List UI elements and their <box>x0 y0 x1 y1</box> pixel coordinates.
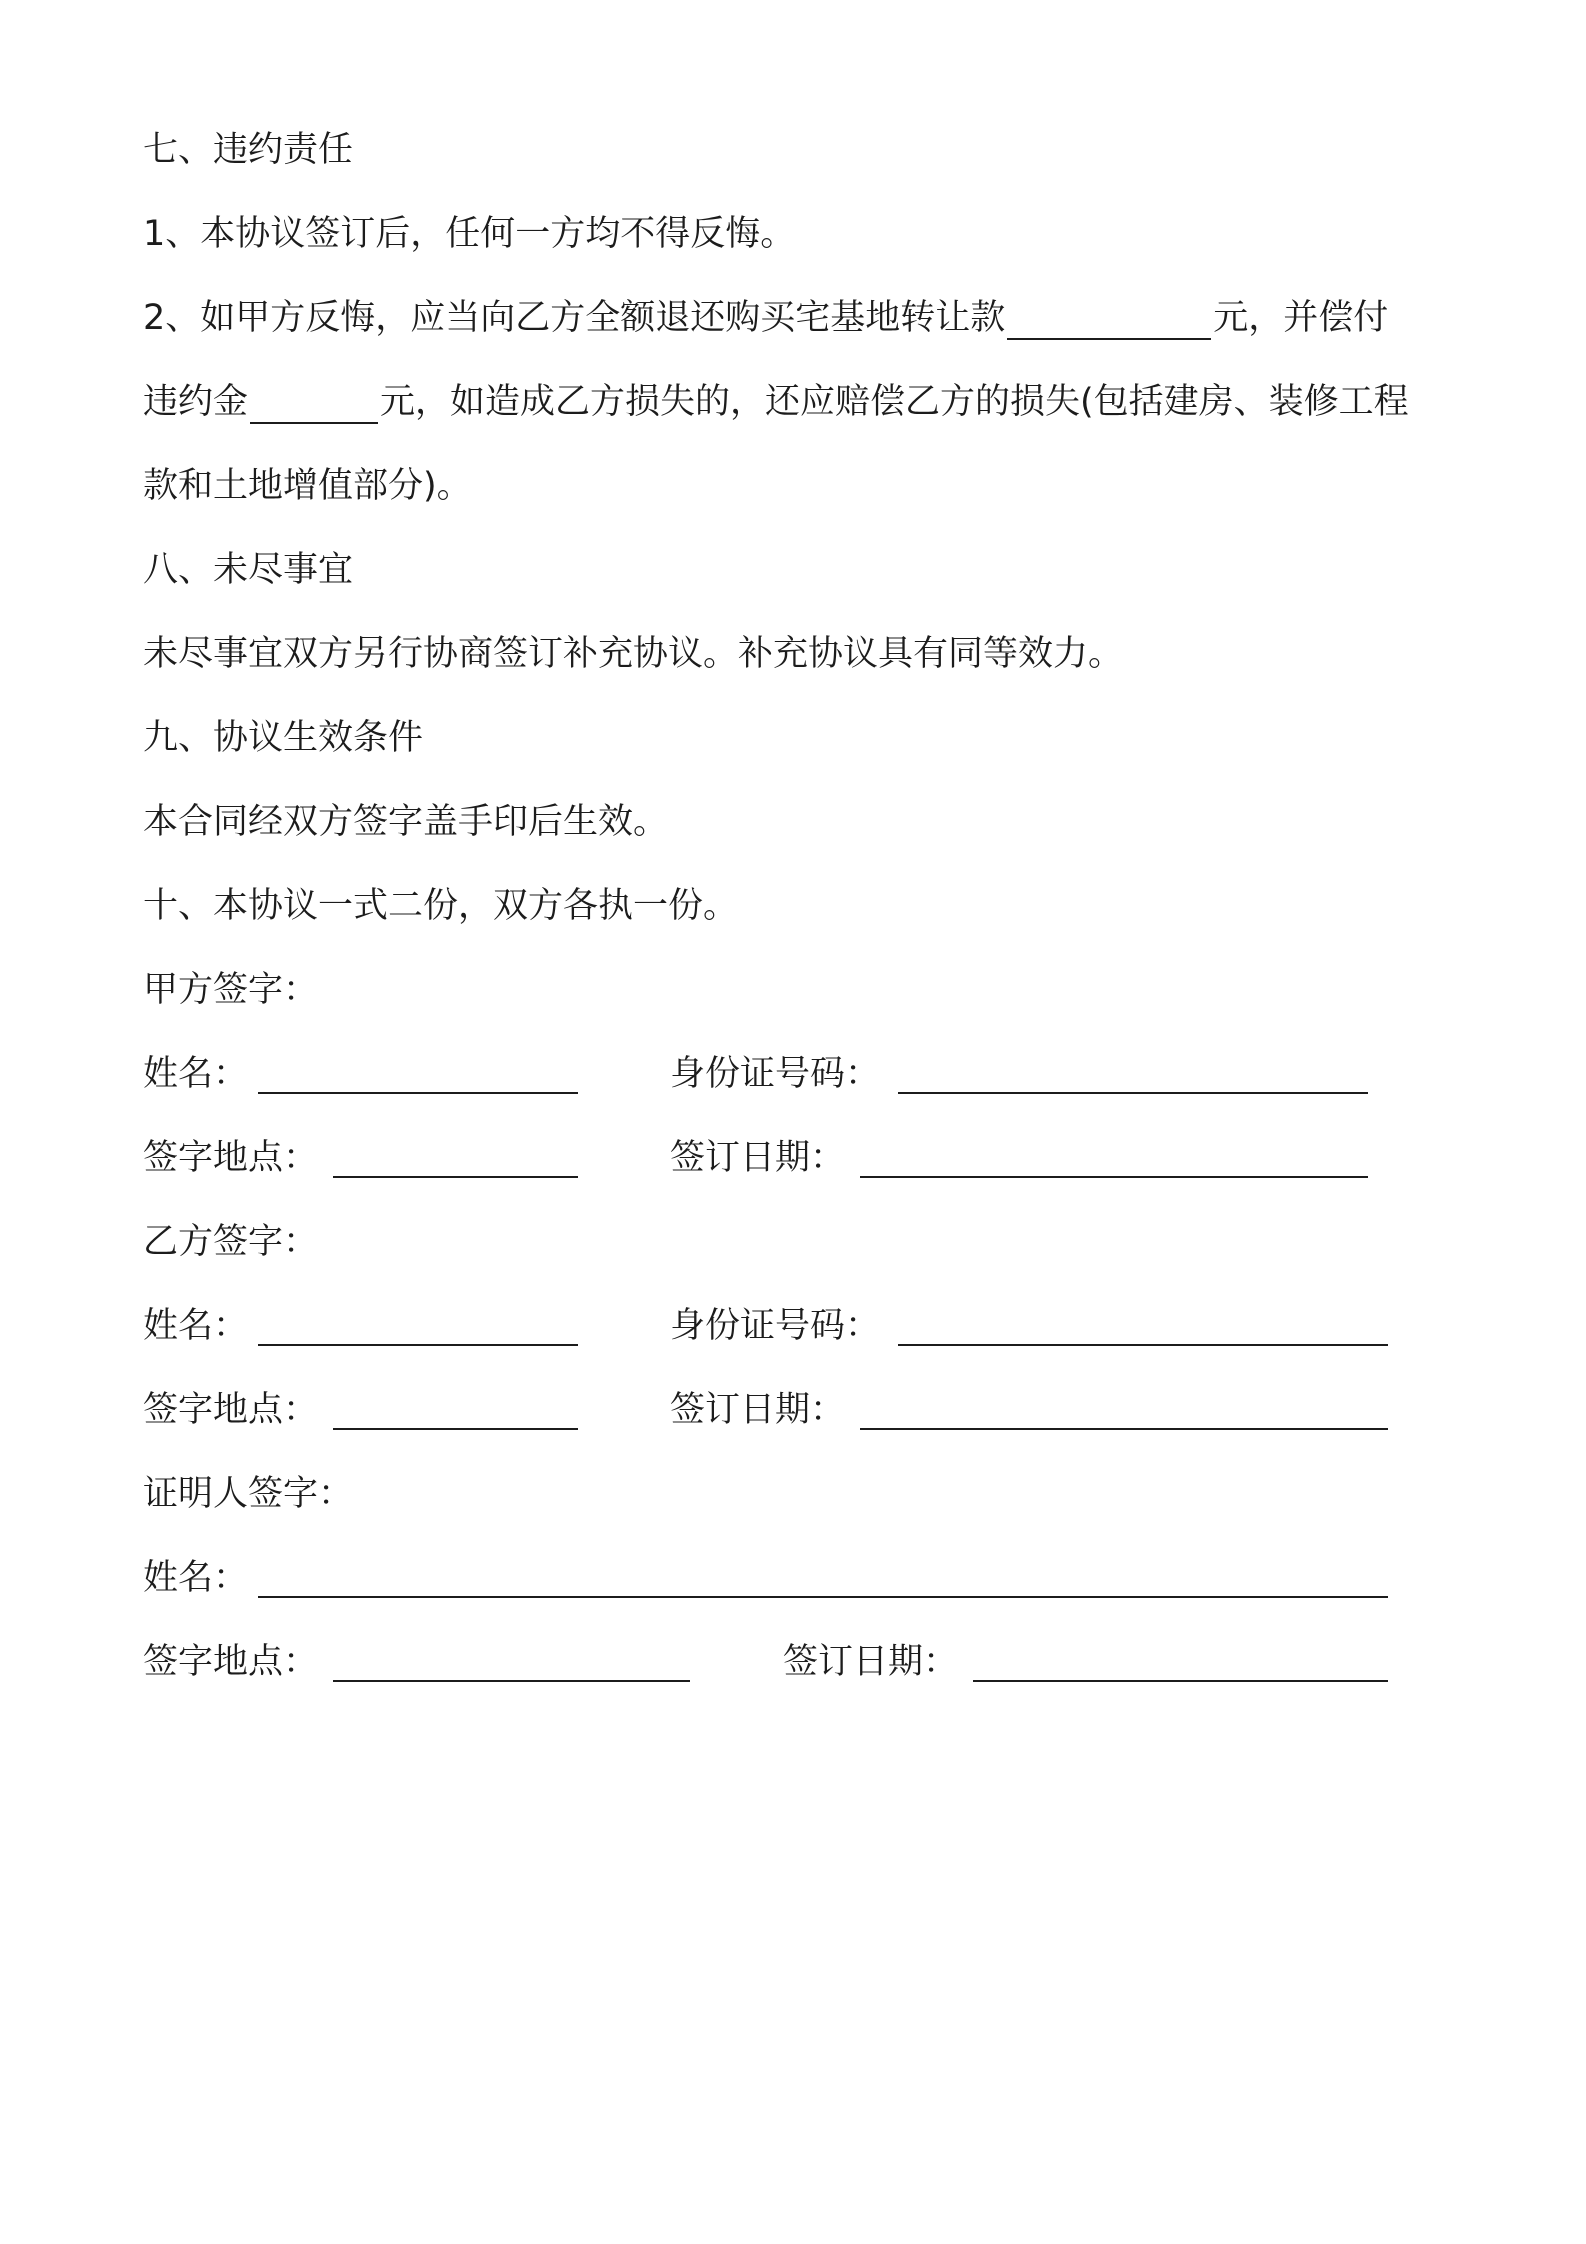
section-9-body: 本合同经双方签字盖手印后生效。 <box>143 802 669 842</box>
witness-date-label: 签订日期： <box>783 1642 959 1682</box>
witness-date-field[interactable] <box>973 1680 1388 1682</box>
party-b-heading: 乙方签字： <box>143 1222 319 1262</box>
party-a-name-label: 姓名： <box>143 1054 249 1094</box>
party-a-id-field[interactable] <box>898 1092 1368 1094</box>
witness-place-label: 签字地点： <box>143 1642 319 1682</box>
party-a-date-field[interactable] <box>860 1176 1368 1178</box>
party-b-id-field[interactable] <box>898 1344 1388 1346</box>
section-8-body: 未尽事宜双方另行协商签订补充协议。补充协议具有同等效力。 <box>143 634 1124 674</box>
section-7-item-2-line-1 <box>143 296 1388 340</box>
section-7-item-2-line-3: 款和土地增值部分)。 <box>143 466 472 506</box>
section-10-title: 十、本协议一式二份，双方各执一份。 <box>143 886 739 926</box>
party-b-name-label: 姓名： <box>143 1306 249 1346</box>
section-7-item-1: 1、本协议签订后，任何一方均不得反悔。 <box>143 214 796 254</box>
party-a-name-field[interactable] <box>258 1092 578 1094</box>
party-b-name-field[interactable] <box>258 1344 578 1346</box>
party-a-heading: 甲方签字： <box>143 970 319 1010</box>
section-7-item-2-text-b: 元，并偿付 <box>1213 298 1389 338</box>
section-7-item-2-text-c: 违约金 <box>143 382 249 422</box>
section-7-item-2-text-d: 元，如造成乙方损失的，还应赔偿乙方的损失(包括建房、装修工程 <box>380 382 1409 422</box>
witness-name-label: 姓名： <box>143 1558 249 1598</box>
party-b-name-id-row <box>143 1304 1393 1348</box>
party-a-id-label: 身份证号码： <box>670 1054 881 1094</box>
party-a-date-label: 签订日期： <box>670 1138 846 1178</box>
section-7-title: 七、违约责任 <box>143 130 354 170</box>
party-b-date-label: 签订日期： <box>670 1390 846 1430</box>
transfer-amount-blank[interactable] <box>1007 304 1211 340</box>
section-7-item-2-line-2 <box>143 380 1409 424</box>
party-b-id-label: 身份证号码： <box>670 1306 881 1346</box>
party-b-date-field[interactable] <box>860 1428 1388 1430</box>
witness-name-row <box>143 1556 1393 1600</box>
witness-place-field[interactable] <box>333 1680 690 1682</box>
party-b-place-field[interactable] <box>333 1428 578 1430</box>
witness-place-date-row <box>143 1640 1393 1684</box>
section-7-item-2-text-a: 2、如甲方反悔，应当向乙方全额退还购买宅基地转让款 <box>143 298 1006 338</box>
section-8-title: 八、未尽事宜 <box>143 550 354 590</box>
party-b-place-label: 签字地点： <box>143 1390 319 1430</box>
party-a-place-date-row <box>143 1136 1393 1180</box>
party-a-name-id-row <box>143 1052 1393 1096</box>
party-a-place-label: 签字地点： <box>143 1138 319 1178</box>
penalty-amount-blank[interactable] <box>250 388 378 424</box>
party-b-place-date-row <box>143 1388 1393 1432</box>
witness-name-field[interactable] <box>258 1596 1388 1598</box>
witness-heading: 证明人签字： <box>143 1474 354 1514</box>
party-a-place-field[interactable] <box>333 1176 578 1178</box>
section-9-title: 九、协议生效条件 <box>143 718 424 758</box>
